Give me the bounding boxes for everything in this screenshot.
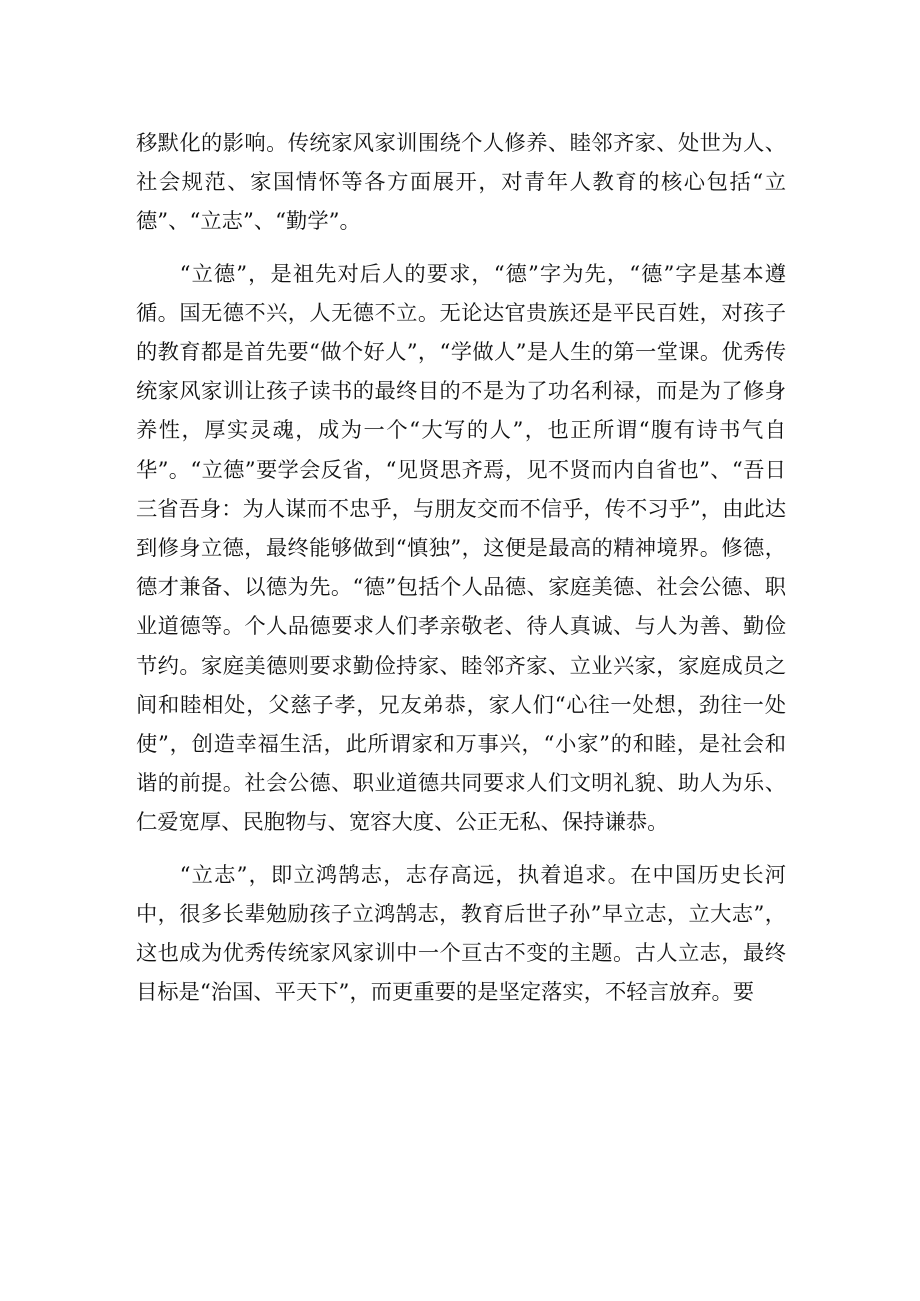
document-body	[136, 124, 786, 1012]
paragraph-li-de: “立德”，是祖先对后人的要求，“德”字为先，“德”字是基本遵循。国无德不兴，人无德不立。无论达官贵族还是平民百姓，对孩子的教育都是首先要“做个好人”，“学做人”是人生的第一堂课。优秀传统家风家训让孩子读书的最终目的不是为了功名利禄，而是为了修身养性，厚实灵魂，成为一个“大写的人”，也正所谓“腹有诗书气自华”。“立德”要学会反省，“见贤思齐焉，见不贤而内自省也”、“吾日三省吾身：为人谋而不忠乎，与朋友交而不信乎，传不习乎”，由此达到修身立德，最终能够做到“慎独”，这便是最高的精神境界。修德，德才兼备、以德为先。“德”包括个人品德、家庭美德、社会公德、职业道德等。个人品德要求人们孝亲敬老、待人真诚、与人为善、勤俭节约。家庭美德则要求勤俭持家、睦邻齐家、立业兴家，家庭成员之间和睦相处，父慈子孝，兄友弟恭，家人们“心往一处想，劲往一处使”，创造幸福生活，此所谓家和万事兴，“小家”的和睦，是社会和谐的前提。社会公德、职业道德共同要求人们文明礼貌、助人为乐、仁爱宽厚、民胞物与、宽容大度、公正无私、保持谦恭。	[136, 261, 786, 836]
paragraph-li-zhi: “立志”，即立鸿鹄志，志存高远，执着追求。在中国历史长河中，很多长辈勉励孩子立鸿鹄志，教育后世子孙”早立志，立大志”，这也成为优秀传统家风家训中一个亘古不变的主题。古人立志，最终目标是“治国、平天下”，而更重要的是坚定落实，不轻言放弃。要	[136, 862, 786, 1006]
paragraph-continuation: 移默化的影响。传统家风家训围绕个人修养、睦邻齐家、处世为人、社会规范、家国情怀等各方面展开，对青年人教育的核心包括“立德”、“立志”、“勤学”。	[136, 131, 786, 235]
